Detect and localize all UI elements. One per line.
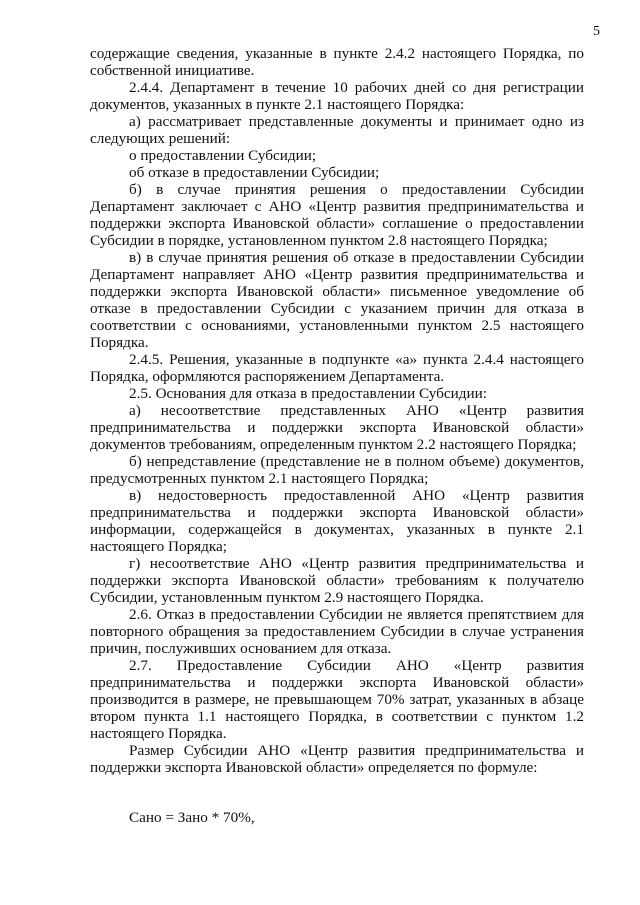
- paragraph-2-4-4-b: б) в случае принятия решения о предоставлении Субсидии Департамент заключает с АНО «Центр развития предпринимательства и поддержки экспорта Ивановской области» соглашение о предоставлении Субсидии в порядке, установленном пунктом 2.8 настоящего Порядка;: [90, 181, 584, 249]
- document-body: [90, 45, 584, 826]
- paragraph-2-7: 2.7. Предоставление Субсидии АНО «Центр развития предпринимательства и поддержки экспорта Ивановской области» производится в размере, не превышающем 70% затрат, указанных в абзаце втором пункта 1.1 настоящего Порядка, в соответствии с пунктом 1.2 настоящего Порядка.: [90, 657, 584, 742]
- page-number: 5: [593, 24, 600, 39]
- decision-option-grant: о предоставлении Субсидии;: [129, 147, 317, 164]
- paragraph-subsidy-size: Размер Субсидии АНО «Центр развития предпринимательства и поддержки экспорта Ивановской области» определяется по формуле:: [90, 742, 584, 776]
- formula: Сано = Зано * 70%,: [129, 809, 255, 826]
- paragraph-2-4-4: 2.4.4. Департамент в течение 10 рабочих дней со дня регистрации документов, указанных в пункте 2.1 настоящего Порядка:: [90, 79, 584, 113]
- paragraph-2-4-4-v: в) в случае принятия решения об отказе в предоставлении Субсидии Департамент направляет АНО «Центр развития предпринимательства и поддержки экспорта Ивановской области» письменное уведомление об отказе в предоставлении Субсидии с указанием причин для отказа в соответствии с основаниями, установленными пунктом 2.5 настоящего Порядка.: [90, 249, 584, 351]
- paragraph-continuation: содержащие сведения, указанные в пункте 2.4.2 настоящего Порядка, по собственной инициативе.: [90, 45, 584, 79]
- paragraph-2-5-v: в) недостоверность предоставленной АНО «Центр развития предпринимательства и поддержки экспорта Ивановской области» информации, содержащейся в документах, указанных в пункте 2.1 настоящего Порядка;: [90, 487, 584, 555]
- paragraph-2-4-4-a: а) рассматривает представленные документы и принимает одно из следующих решений:: [90, 113, 584, 147]
- paragraph-2-5-b: б) непредставление (представление не в полном объеме) документов, предусмотренных пунктом 2.1 настоящего Порядка;: [90, 453, 584, 487]
- paragraph-2-4-5: 2.4.5. Решения, указанные в подпункте «а» пункта 2.4.4 настоящего Порядка, оформляются распоряжением Департамента.: [90, 351, 584, 385]
- paragraph-2-5: 2.5. Основания для отказа в предоставлении Субсидии:: [129, 385, 487, 402]
- paragraph-2-5-a: а) несоответствие представленных АНО «Центр развития предпринимательства и поддержки экспорта Ивановской области» документов требованиям, определенным пунктом 2.2 настоящего Порядка;: [90, 402, 584, 453]
- decision-option-refuse: об отказе в предоставлении Субсидии;: [129, 164, 380, 181]
- paragraph-2-5-g: г) несоответствие АНО «Центр развития предпринимательства и поддержки экспорта Ивановской области» требованиям к получателю Субсидии, установленным пунктом 2.9 настоящего Порядка.: [90, 555, 584, 606]
- paragraph-2-6: 2.6. Отказ в предоставлении Субсидии не является препятствием для повторного обращения за предоставлением Субсидии в случае устранения причин, послуживших основанием для отказа.: [90, 606, 584, 657]
